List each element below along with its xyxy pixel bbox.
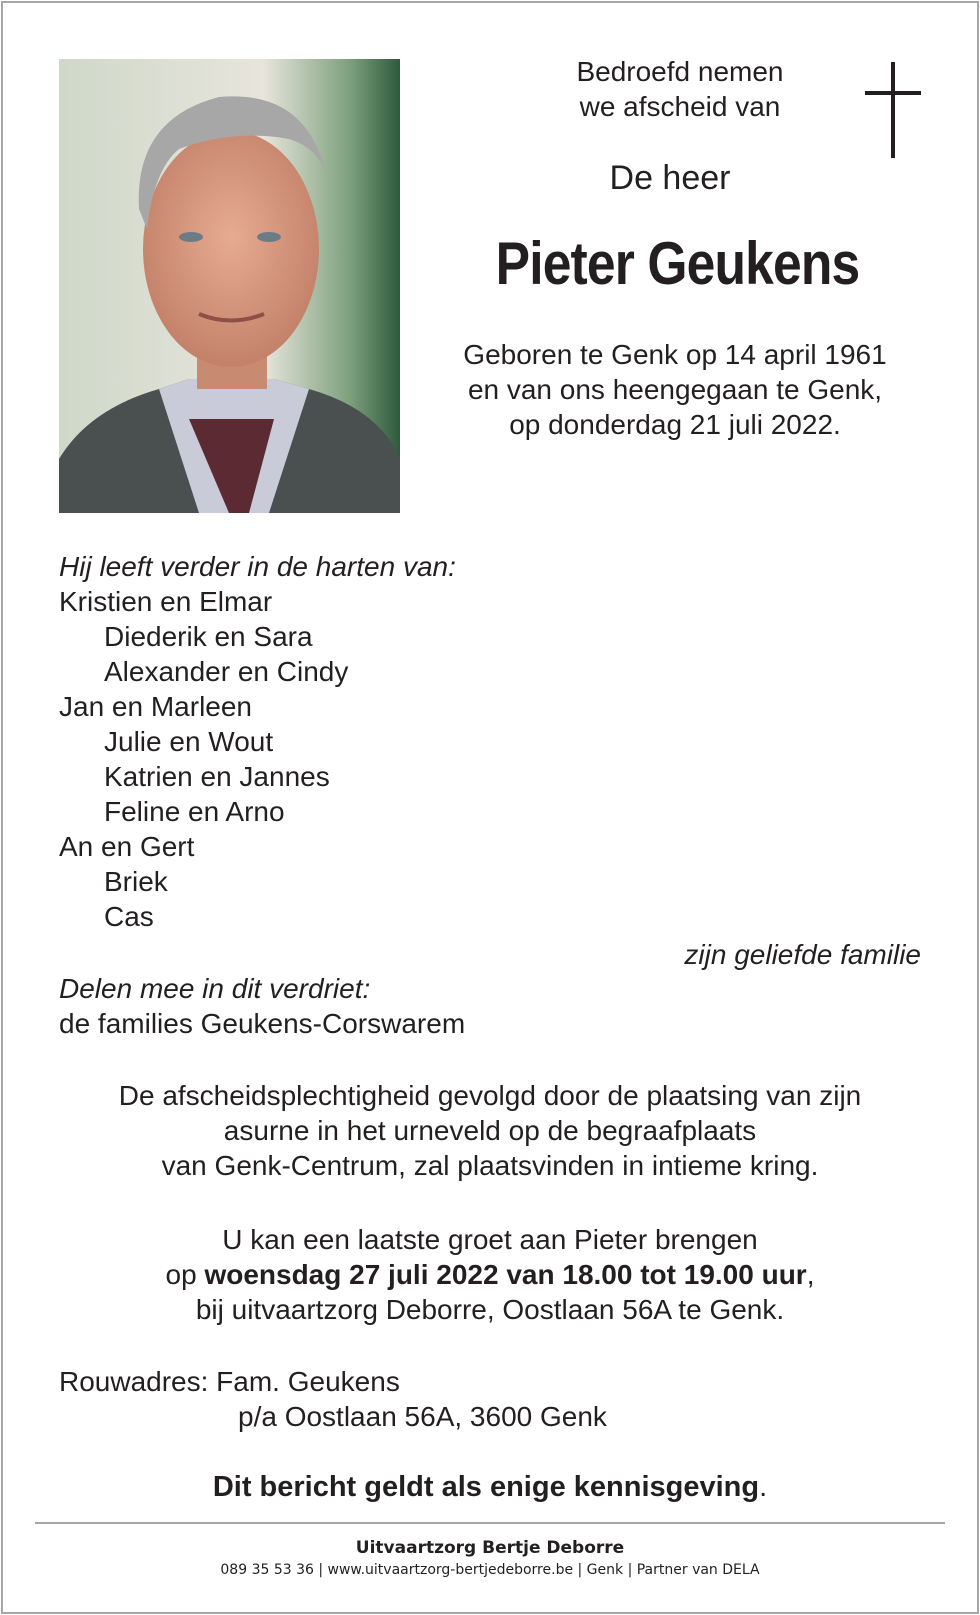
survivor-line: Briek — [104, 866, 168, 897]
cross-icon — [865, 62, 921, 158]
visit-prefix: op — [165, 1259, 205, 1290]
death-line-1: en van ons heengegaan te Genk, — [467, 374, 883, 405]
mourning-address-label: Rouwadres: Fam. Geukens — [59, 1366, 400, 1397]
visit-suffix: , — [806, 1259, 815, 1290]
deceased-name: Pieter Geukens — [495, 230, 860, 297]
funeral-company-contact: 089 35 53 36 | www.uitvaartzorg-bertjedeborre.be | Genk | Partner van DELA — [220, 1562, 760, 1578]
survivor-line: Diederik en Sara — [104, 621, 313, 652]
survivor-line: Alexander en Cindy — [104, 656, 349, 687]
survivor-line: Julie en Wout — [104, 726, 274, 757]
sharing-families: de families Geukens-Corswarem — [59, 1008, 466, 1039]
intro-line-1: Bedroefd nemen — [576, 56, 784, 87]
ceremony-line-3: van Genk-Centrum, zal plaatsvinden in intieme kring. — [161, 1150, 819, 1181]
mourning-address: p/a Oostlaan 56A, 3600 Genk — [238, 1401, 607, 1432]
footer-divider — [35, 1522, 945, 1524]
survivor-line: Jan en Marleen — [59, 691, 253, 722]
family-signature: zijn geliefde familie — [684, 939, 921, 970]
visit-datetime: woensdag 27 juli 2022 van 18.00 tot 19.00 uur — [204, 1259, 807, 1290]
survivor-line: Katrien en Jannes — [104, 761, 330, 792]
notice-main: Dit bericht geldt als enige kennisgeving — [212, 1471, 760, 1503]
visit-line-3: bij uitvaartzorg Deborre, Oostlaan 56A te Genk. — [195, 1294, 785, 1325]
survivor-line: Feline en Arno — [104, 796, 285, 827]
intro-line-2: we afscheid van — [579, 91, 781, 122]
survivor-line: An en Gert — [59, 831, 195, 862]
portrait-photo — [59, 59, 400, 513]
deceased-title: De heer — [609, 159, 731, 197]
notice-text — [40, 1470, 940, 1505]
survivor-line: Kristien en Elmar — [59, 586, 273, 617]
birth-line: Geboren te Genk op 14 april 1961 — [463, 339, 887, 370]
death-line-2: op donderdag 21 juli 2022. — [509, 409, 841, 440]
visit-line-2 — [40, 1257, 940, 1292]
sharing-heading: Delen mee in dit verdriet: — [59, 973, 371, 1004]
funeral-company-name: Uitvaartzorg Bertje Deborre — [355, 1538, 625, 1558]
survivors-heading: Hij leeft verder in de harten van: — [59, 551, 456, 582]
ceremony-line-2: asurne in het urneveld op de begraafplaats — [223, 1115, 757, 1146]
visit-line-1: U kan een laatste groet aan Pieter brengen — [222, 1224, 758, 1255]
notice-period: . — [759, 1471, 768, 1503]
ceremony-line-1: De afscheidsplechtigheid gevolgd door de plaatsing van zijn — [118, 1080, 862, 1111]
survivor-line: Cas — [104, 901, 154, 932]
